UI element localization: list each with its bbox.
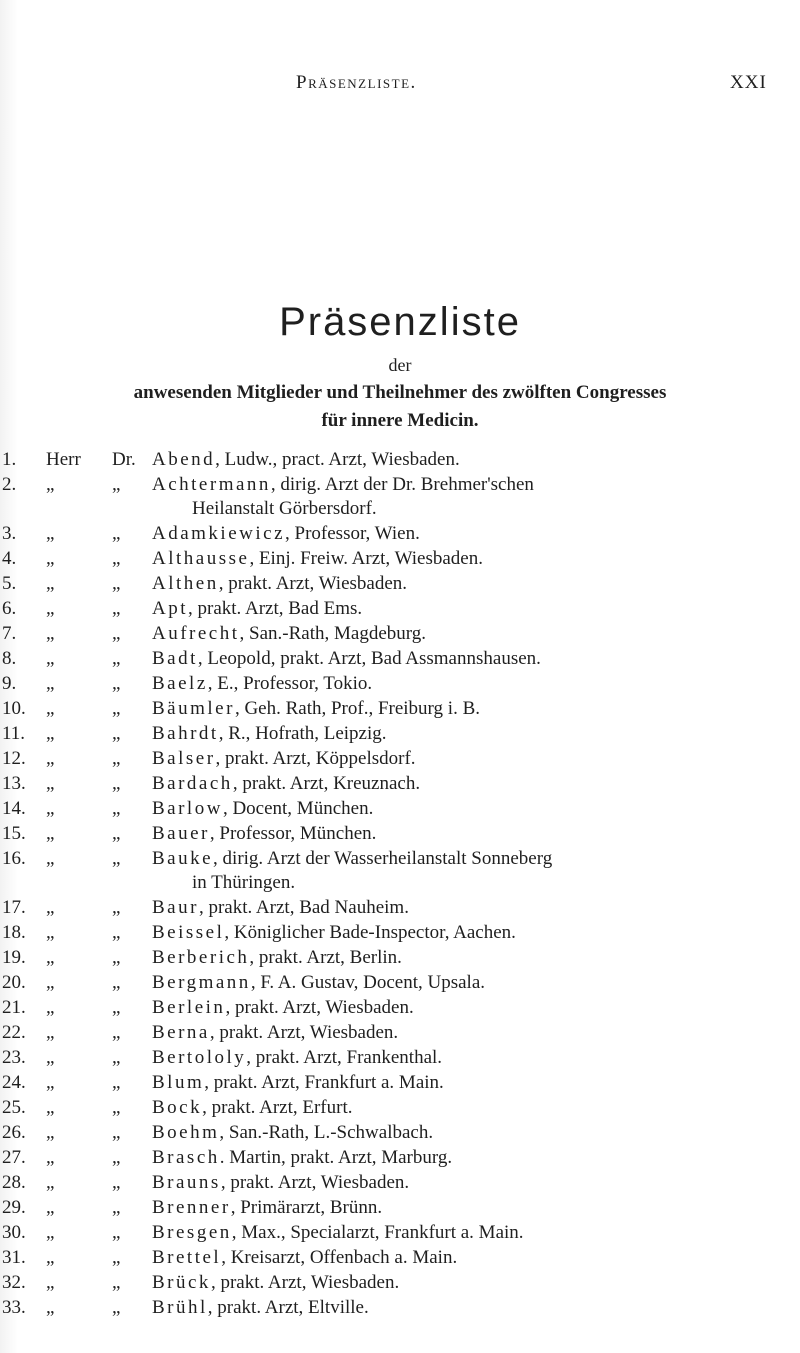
entry-number: 21. (2, 997, 26, 1018)
list-item (0, 995, 800, 1020)
entry-text (152, 546, 788, 571)
entry-text (152, 746, 788, 771)
entry-herr: „ (46, 673, 55, 694)
entry-details: , Professor, München. (209, 823, 377, 844)
list-item (0, 1220, 800, 1245)
entry-dr: „ (112, 1197, 121, 1218)
entry-details: , prakt. Arzt, Berlin. (249, 947, 402, 968)
entry-dr: „ (112, 748, 121, 769)
entry-details: , prakt. Arzt, Eltville. (207, 1297, 369, 1318)
entry-details: , dirig. Arzt der Wasserheilanstalt Sonneberg (213, 848, 553, 869)
entry-details: , San.-Rath, L.-Schwalbach. (219, 1122, 434, 1143)
entry-herr: „ (46, 773, 55, 794)
list-item (0, 671, 800, 696)
entry-herr: „ (46, 848, 55, 869)
entry-surname: Achtermann (152, 474, 271, 495)
entry-text (152, 1045, 788, 1070)
entry-herr: „ (46, 723, 55, 744)
list-item (0, 546, 800, 571)
entry-herr: „ (46, 523, 55, 544)
entry-details: . Martin, prakt. Arzt, Marburg. (219, 1147, 453, 1168)
entry-surname: Berberich (152, 947, 250, 968)
entry-herr: „ (46, 474, 55, 495)
entry-herr: „ (46, 897, 55, 918)
entry-herr: „ (46, 947, 55, 968)
entry-number: 16. (2, 848, 26, 869)
list-item (0, 1045, 800, 1070)
entry-dr: „ (112, 848, 121, 869)
entry-dr: „ (112, 548, 121, 569)
entry-dr: „ (112, 773, 121, 794)
entry-herr: „ (46, 1047, 55, 1068)
list-item (0, 521, 800, 546)
entry-dr: „ (112, 474, 121, 495)
entry-number: 26. (2, 1122, 26, 1143)
entry-text (152, 696, 788, 721)
entry-details: , prakt. Arzt, Erfurt. (202, 1097, 353, 1118)
entry-herr: „ (46, 1222, 55, 1243)
entry-herr: „ (46, 1147, 55, 1168)
entry-number: 12. (2, 748, 26, 769)
entry-dr: „ (112, 1297, 121, 1318)
list-item (0, 721, 800, 746)
entry-details: , dirig. Arzt der Dr. Brehmer'schen (270, 474, 534, 495)
entry-number: 6. (2, 598, 17, 619)
entry-number: 19. (2, 947, 26, 968)
entry-details: , prakt. Arzt, Köppelsdorf. (215, 748, 416, 769)
entry-number: 28. (2, 1172, 26, 1193)
entry-details: , Professor, Wien. (285, 523, 420, 544)
entry-dr: „ (112, 997, 121, 1018)
entry-surname: Althausse (152, 548, 250, 569)
entry-number: 3. (2, 523, 17, 544)
entry-herr: „ (46, 623, 55, 644)
entry-surname: Bauke (152, 848, 214, 869)
subtitle-line-1: anwesenden Mitglieder und Theilnehmer des zwölften Congresses (133, 382, 667, 403)
entry-surname: Brühl (152, 1297, 208, 1318)
entry-number: 4. (2, 548, 17, 569)
entry-herr: „ (46, 573, 55, 594)
entry-text (152, 1145, 788, 1170)
entry-dr: „ (112, 922, 121, 943)
list-item (0, 1020, 800, 1045)
entry-number: 33. (2, 1297, 26, 1318)
entry-details: , R., Hofrath, Leipzig. (218, 723, 387, 744)
entry-herr: „ (46, 922, 55, 943)
subtitle-der: der (388, 355, 412, 375)
entry-details: , prakt. Arzt, Wiesbaden. (220, 1172, 410, 1193)
entry-herr: „ (46, 1072, 55, 1093)
entry-dr: „ (112, 723, 121, 744)
entry-number: 32. (2, 1272, 26, 1293)
entry-dr: „ (112, 897, 121, 918)
entry-surname: Brasch (152, 1147, 220, 1168)
entry-surname: Badt (152, 648, 198, 669)
entry-herr: „ (46, 548, 55, 569)
list-item (0, 1145, 800, 1170)
entry-surname: Brettel (152, 1247, 222, 1268)
entry-number: 17. (2, 897, 26, 918)
entry-surname: Balser (152, 748, 216, 769)
entry-dr: „ (112, 1172, 121, 1193)
entry-text (152, 1120, 788, 1145)
entry-text (152, 1220, 788, 1245)
entry-dr: „ (112, 673, 121, 694)
entry-text (152, 621, 788, 646)
entry-details: , Kreisarzt, Offenbach a. Main. (221, 1247, 458, 1268)
entry-herr: „ (46, 1022, 55, 1043)
entry-details: , prakt. Arzt, Bad Ems. (188, 598, 363, 619)
entry-surname: Boehm (152, 1122, 220, 1143)
entry-number: 29. (2, 1197, 26, 1218)
entry-number: 2. (2, 474, 17, 495)
entry-text (152, 995, 788, 1020)
list-item (0, 1270, 800, 1295)
entry-number: 27. (2, 1147, 26, 1168)
entry-surname: Aufrecht (152, 623, 240, 644)
entry-number: 15. (2, 823, 26, 844)
entry-details: , Primärarzt, Brünn. (230, 1197, 383, 1218)
list-item (0, 746, 800, 771)
entry-text (152, 771, 788, 796)
entry-surname: Beissel (152, 922, 225, 943)
list-item (0, 796, 800, 821)
entry-text (152, 521, 788, 546)
entry-surname: Berlein (152, 997, 226, 1018)
entry-surname: Bauer (152, 823, 210, 844)
entry-details: , prakt. Arzt, Kreuznach. (232, 773, 421, 794)
entry-dr: „ (112, 1222, 121, 1243)
entry-number: 8. (2, 648, 17, 669)
entry-herr: „ (46, 1272, 55, 1293)
list-item (0, 1295, 800, 1320)
entry-surname: Bertololy (152, 1047, 247, 1068)
list-item (0, 771, 800, 796)
entry-details: , Max., Specialarzt, Frankfurt a. Main. (231, 1222, 524, 1243)
entry-dr: Dr. (112, 449, 136, 470)
entry-text (152, 671, 788, 696)
entry-text (152, 1270, 788, 1295)
entry-dr: „ (112, 1122, 121, 1143)
entry-herr: „ (46, 997, 55, 1018)
entry-text (152, 821, 788, 846)
entry-details: , Königlicher Bade-Inspector, Aachen. (224, 922, 516, 943)
entry-text (152, 1095, 788, 1120)
page-title: Präsenzliste (279, 300, 521, 344)
entry-dr: „ (112, 698, 121, 719)
list-item (0, 571, 800, 596)
list-item (0, 821, 800, 846)
entry-surname: Baur (152, 897, 199, 918)
entry-text (152, 1020, 788, 1045)
list-item (0, 646, 800, 671)
list-item (0, 596, 800, 621)
entry-surname: Abend (152, 449, 216, 470)
entry-details: , Einj. Freiw. Arzt, Wiesbaden. (249, 548, 483, 569)
entry-text (152, 1295, 788, 1320)
list-item (0, 1195, 800, 1220)
entry-surname: Bardach (152, 773, 233, 794)
entry-continuation: in Thüringen. (192, 872, 296, 893)
entry-number: 18. (2, 922, 26, 943)
list-item (0, 920, 800, 945)
entry-number: 1. (2, 449, 17, 470)
entry-surname: Althen (152, 573, 219, 594)
entry-details: , prakt. Arzt, Frankfurt a. Main. (204, 1072, 444, 1093)
entry-herr: „ (46, 698, 55, 719)
entry-number: 22. (2, 1022, 26, 1043)
entry-number: 24. (2, 1072, 26, 1093)
entry-number: 23. (2, 1047, 26, 1068)
list-item (0, 1170, 800, 1195)
entry-text (152, 1070, 788, 1095)
list-item (0, 1245, 800, 1270)
entry-text (152, 796, 788, 821)
entry-number: 13. (2, 773, 26, 794)
list-item (0, 970, 800, 995)
entry-surname: Adamkiewicz (152, 523, 286, 544)
entry-surname: Bergmann (152, 972, 251, 993)
entry-details: , San.-Rath, Magdeburg. (239, 623, 426, 644)
entry-surname: Brück (152, 1272, 211, 1293)
entry-details: , prakt. Arzt, Wiesbaden. (218, 573, 408, 594)
entry-number: 25. (2, 1097, 26, 1118)
entry-text (152, 895, 788, 920)
entry-herr: „ (46, 1172, 55, 1193)
entry-herr: „ (46, 823, 55, 844)
entry-dr: „ (112, 1247, 121, 1268)
entry-number: 5. (2, 573, 17, 594)
entry-details: , prakt. Arzt, Wiesbaden. (209, 1022, 399, 1043)
entry-herr: „ (46, 1297, 55, 1318)
subtitle-line-2: für innere Medicin. (321, 410, 479, 431)
entry-surname: Apt (152, 598, 188, 619)
entry-herr: „ (46, 1097, 55, 1118)
entry-surname: Baelz (152, 673, 208, 694)
entry-details: , Leopold, prakt. Arzt, Bad Assmannshausen. (197, 648, 541, 669)
entry-surname: Blum (152, 1072, 205, 1093)
entry-number: 11. (2, 723, 26, 744)
entry-details: , F. A. Gustav, Docent, Upsala. (250, 972, 486, 993)
attendee-list (0, 447, 800, 1320)
entry-dr: „ (112, 947, 121, 968)
entry-herr: „ (46, 598, 55, 619)
list-item (0, 1120, 800, 1145)
entry-details: , E., Professor, Tokio. (207, 673, 373, 694)
entry-herr: „ (46, 1122, 55, 1143)
entry-dr: „ (112, 823, 121, 844)
page-number: XXI (730, 72, 767, 93)
list-item (0, 621, 800, 646)
entry-text (152, 945, 788, 970)
entry-dr: „ (112, 1047, 121, 1068)
entry-text (152, 1195, 788, 1220)
entry-text (152, 846, 788, 895)
entry-herr: „ (46, 648, 55, 669)
entry-herr: „ (46, 972, 55, 993)
entry-herr: „ (46, 1197, 55, 1218)
entry-herr: „ (46, 798, 55, 819)
entry-surname: Barlow (152, 798, 223, 819)
entry-dr: „ (112, 598, 121, 619)
entry-surname: Berna (152, 1022, 210, 1043)
list-item (0, 846, 800, 895)
entry-text (152, 970, 788, 995)
entry-surname: Brenner (152, 1197, 231, 1218)
entry-number: 31. (2, 1247, 26, 1268)
list-item (0, 696, 800, 721)
entry-dr: „ (112, 623, 121, 644)
entry-herr: „ (46, 748, 55, 769)
entry-dr: „ (112, 798, 121, 819)
entry-number: 20. (2, 972, 26, 993)
entry-surname: Bock (152, 1097, 203, 1118)
entry-details: , Docent, München. (222, 798, 374, 819)
entry-details: , prakt. Arzt, Wiesbaden. (210, 1272, 400, 1293)
entry-dr: „ (112, 1147, 121, 1168)
entry-text (152, 1170, 788, 1195)
entry-details: , Ludw., pract. Arzt, Wiesbaden. (215, 449, 460, 470)
list-item (0, 895, 800, 920)
entry-surname: Bäumler (152, 698, 235, 719)
list-item (0, 447, 800, 472)
entry-text (152, 472, 788, 521)
entry-text (152, 1245, 788, 1270)
entry-text (152, 571, 788, 596)
entry-details: , Geh. Rath, Prof., Freiburg i. B. (234, 698, 480, 719)
entry-details: , prakt. Arzt, Wiesbaden. (225, 997, 414, 1018)
entry-dr: „ (112, 1097, 121, 1118)
entry-dr: „ (112, 1022, 121, 1043)
entry-surname: Bresgen (152, 1222, 232, 1243)
list-item (0, 1095, 800, 1120)
entry-dr: „ (112, 648, 121, 669)
entry-surname: Brauns (152, 1172, 221, 1193)
entry-continuation: Heilanstalt Görbersdorf. (192, 498, 377, 519)
entry-dr: „ (112, 1072, 121, 1093)
entry-details: , prakt. Arzt, Frankenthal. (246, 1047, 443, 1068)
entry-details: , prakt. Arzt, Bad Nauheim. (198, 897, 409, 918)
entry-text (152, 646, 788, 671)
running-header-title: Präsenzliste. (296, 72, 417, 93)
entry-number: 9. (2, 673, 17, 694)
entry-surname: Bahrdt (152, 723, 219, 744)
entry-number: 14. (2, 798, 26, 819)
running-header (0, 72, 800, 102)
entry-text (152, 721, 788, 746)
entry-dr: „ (112, 573, 121, 594)
entry-number: 7. (2, 623, 17, 644)
entry-number: 10. (2, 698, 26, 719)
entry-number: 30. (2, 1222, 26, 1243)
entry-herr: Herr (46, 449, 81, 470)
entry-dr: „ (112, 1272, 121, 1293)
entry-dr: „ (112, 523, 121, 544)
entry-dr: „ (112, 972, 121, 993)
list-item (0, 945, 800, 970)
entry-text (152, 920, 788, 945)
entry-text (152, 447, 788, 472)
entry-herr: „ (46, 1247, 55, 1268)
list-item (0, 472, 800, 521)
list-item (0, 1070, 800, 1095)
entry-text (152, 596, 788, 621)
